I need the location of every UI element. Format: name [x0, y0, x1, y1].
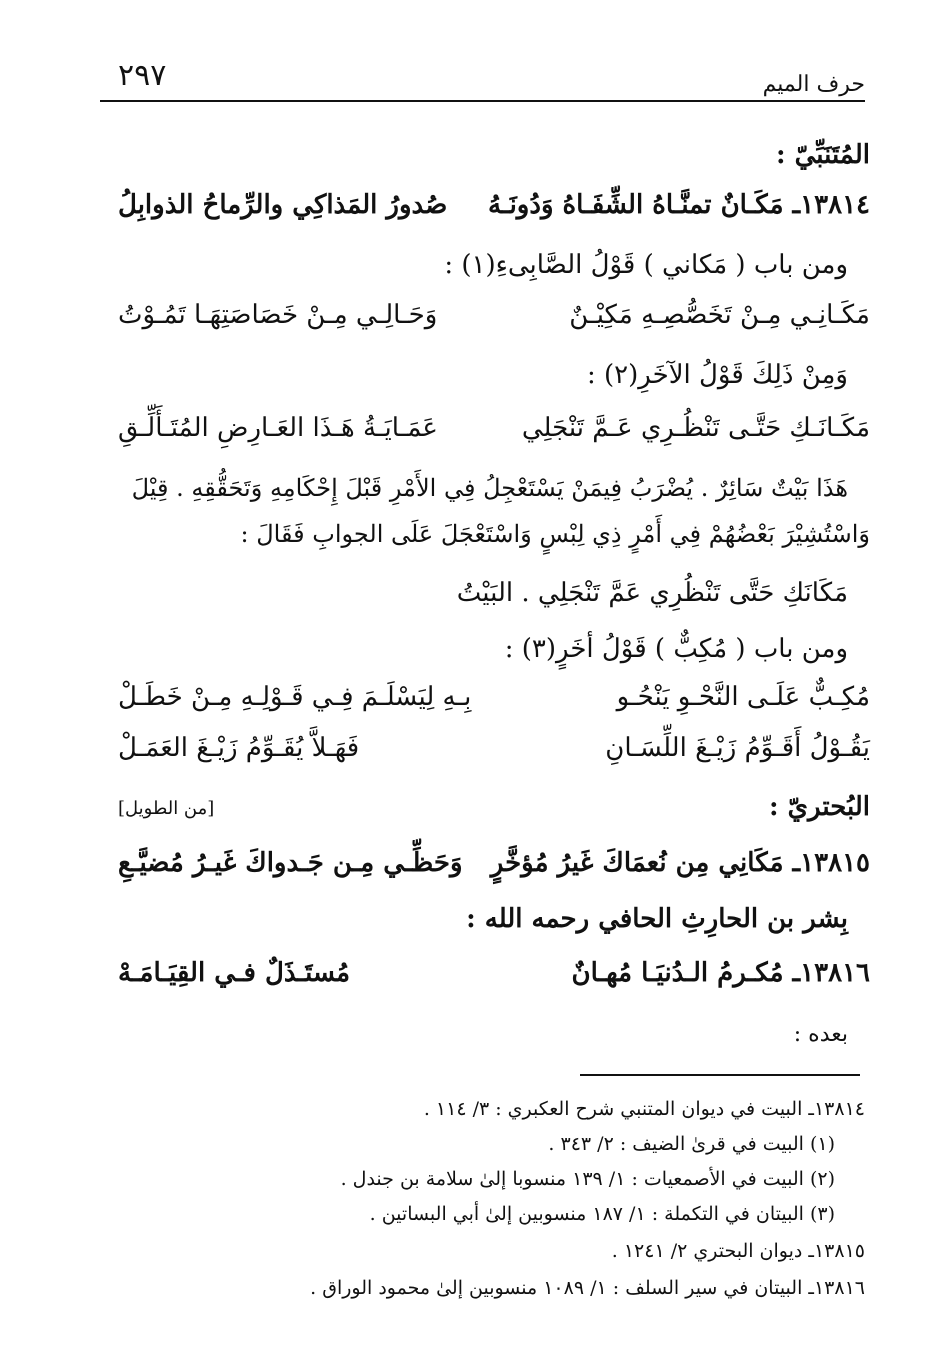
chapter-line-mukibb: ومن باب ( مُكِبٌّ ) قَوْلُ أخَرٍ(٣) : — [504, 634, 848, 664]
baadahu-line: بعده : — [793, 1022, 848, 1047]
intro-line-akhar: وَمِنْ ذَلِكَ قَوْلُ الآخَرِ(٢) : — [587, 360, 848, 390]
verse-13814 — [118, 190, 870, 230]
page-number: ٢٩٧ — [118, 58, 167, 93]
verse-mukibb-2-second-hemistich: فَهَـلاَّ يُقَـوِّمُ زَيْـغَ العَمَـلْ — [118, 733, 360, 763]
meter-label: [من الطويل] — [118, 798, 215, 819]
verse-mukibb-2 — [118, 733, 870, 773]
verse-13815-first-hemistich: ١٣٨١٥ـ مَكَانِي مِن نُعمَاكَ غَيرُ مُؤخَّرٍ — [490, 848, 870, 878]
verse-mukibb-2-first-hemistich: يَقُـوْلُ أَقَـوِّمُ زَيْـغَ اللِّسَـانِ — [605, 733, 870, 763]
verse-13816-first-hemistich: ١٣٨١٦ـ مُكـرمُ الـدُنيَـا مُهـانٌ — [571, 958, 870, 988]
verse-sabi-first-hemistich: مَكَـانِـي مِـنْ تَخَصُّصِـهِ مَكِيْـنٌ — [569, 300, 870, 330]
verse-akhar-second-hemistich: عَمَـايَـةُ هَـذَا العَـارِضِ المُتَـأَلِّـقِ — [118, 413, 438, 443]
footnote-1: (١) البيت في قرىٰ الضيف : ٢/ ٣٤٣ . — [548, 1133, 835, 1155]
verse-13814-first-hemistich: ١٣٨١٤ـ مَكَـانٌ تمنَّـاهُ الشِّفَـاهُ وَدُونَـهُ — [488, 190, 870, 220]
prose-line-1: هَذَا بَيْتٌ سَائِرٌ . يُضْرَبُ فِيمَنْ يَسْتَعْجِلُ فِي الأَمْرِ قَبْلَ إِحْكَامِهِ وَتَحَقُّقِهِ . قِيْلَ — [131, 474, 848, 502]
verse-13816 — [118, 958, 870, 998]
footnote-13814: ١٣٨١٤ـ البيت في ديوان المتنبي شرح العكبري : ٣/ ١١٤ . — [423, 1098, 865, 1120]
verse-13815 — [118, 848, 870, 888]
verse-13815-second-hemistich: وَحَظِّـي مِـن جَـدواكَ غَيـرُ مُضيَّـعِ — [118, 848, 463, 878]
verse-mukibb-1 — [118, 682, 870, 722]
quoted-hemistich: مَكَانَكِ حَتَّى تَنْظُرِي عَمَّ تَنْجَلِي . البَيْتُ — [456, 578, 848, 608]
prose-line-2: وَاسْتُشِيْرَ بَعْضُهُمْ فِي أَمْرٍ ذِي لِبْسٍ وَاسْتَعْجَلَ عَلَى الجوابِ فَقَالَ : — [240, 520, 870, 548]
chapter-line-makani: ومن باب ( مَكاني ) قَوْلُ الصَّابِىءِ(١) : — [444, 250, 848, 280]
footnote-13815: ١٣٨١٥ـ ديوان البحتري ٢/ ١٢٤١ . — [611, 1240, 865, 1262]
footnote-2: (٢) البيت في الأصمعيات : ١/ ١٣٩ منسوبا إلىٰ سلامة بن جندل . — [340, 1168, 835, 1190]
main-text — [118, 0, 870, 1371]
footnote-rule — [580, 1074, 860, 1076]
verse-sabi — [118, 300, 870, 340]
footnote-13816: ١٣٨١٦ـ البيتان في سير السلف : ١/ ١٠٨٩ منسوبين إلىٰ محمود الوراق . — [310, 1277, 865, 1299]
poet-heading-mutanabbi: المُتَنَبِّيّ : — [775, 140, 870, 170]
verse-mukibb-1-second-hemistich: بِـهِ لِيَسْلَـمَ فِـي قَـوْلِـهِ مِـنْ خَطَـلْ — [118, 682, 472, 712]
verse-sabi-second-hemistich: وَحَـالِـي مِـنْ خَصَاصَتِهَـا تَمُـوْتُ — [118, 300, 438, 330]
running-title: حرف الميم — [762, 72, 865, 97]
footnote-3: (٣) البيتان في التكملة : ١/ ١٨٧ منسوبين إلىٰ أبي البساتين . — [369, 1203, 835, 1225]
verse-mukibb-1-first-hemistich: مُكِـبٌّ عَلَـى النَّحْـوِ يَنْحُـو — [616, 682, 870, 712]
verse-akhar — [118, 413, 870, 453]
poet-heading-buhturi: البُحتريّ : — [769, 792, 870, 822]
verse-akhar-first-hemistich: مَكَـانَـكِ حَتَّـى تَنْظُـرِي عَـمَّ تَنْجَلِي — [521, 413, 870, 443]
poet-heading-bishr: بِشر بن الحارِثِ الحافي رحمه الله : — [466, 904, 848, 934]
verse-13816-second-hemistich: مُستَـذَلٌ فـي القِيَـامَـهْ — [118, 958, 351, 988]
verse-13814-second-hemistich: صُدورُ المَذاكِي والرِّماحُ الذوابِلُ — [118, 190, 448, 220]
